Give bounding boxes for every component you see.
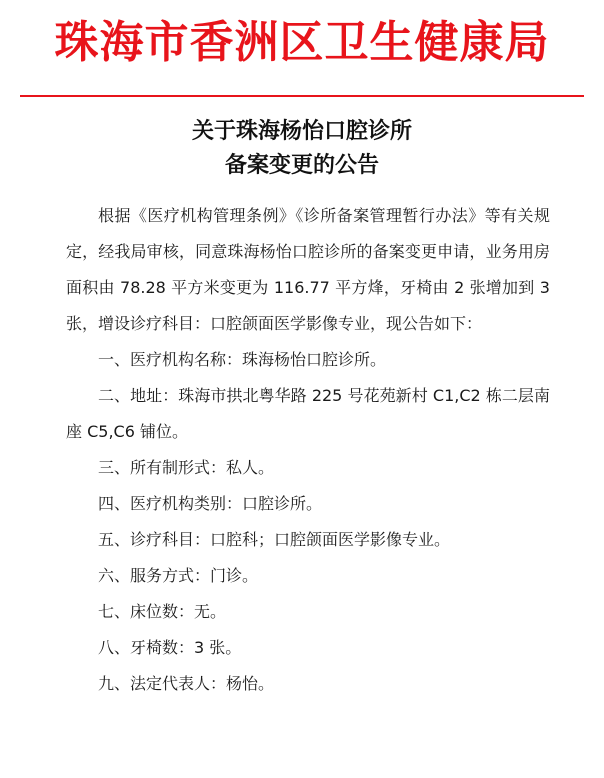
letterhead-red-rule bbox=[20, 95, 584, 97]
notice-title-line1: 关于珠海杨怡口腔诊所 bbox=[191, 118, 412, 144]
notice-item-dental-chairs: 八、牙椅数：3 张。 bbox=[98, 638, 242, 657]
notice-item-legal-rep: 九、法定代表人：杨怡。 bbox=[98, 674, 275, 693]
notice-intro-paragraph: 根据《医疗机构管理条例》《诊所备案管理暂行办法》等有关规定，经我局审核，同意珠海杨怡口腔诊所的备案变更申请，业务用房面积由 78.28 平方米变更为 116.77 平方烽，牙椅由 2 张增加到 3 张，增设诊疗科目：口腔颌面医学影像专业，现公告如下： bbox=[66, 206, 550, 333]
notice-item-departments: 五、诊疗科目：口腔科；口腔颌面医学影像专业。 bbox=[98, 530, 451, 549]
notice-title-line2: 备案变更的公告 bbox=[224, 152, 379, 178]
notice-item-ownership: 三、所有制形式：私人。 bbox=[98, 458, 275, 477]
letterhead-org-name: 珠海市香洲区卫生健康局 bbox=[54, 17, 550, 68]
notice-item-name: 一、医疗机构名称：珠海杨怡口腔诊所。 bbox=[98, 350, 387, 369]
notice-item-category: 四、医疗机构类别：口腔诊所。 bbox=[98, 494, 323, 513]
notice-body bbox=[66, 198, 550, 702]
notice-item-service: 六、服务方式：门诊。 bbox=[98, 566, 259, 585]
notice-item-beds: 七、床位数：无。 bbox=[98, 602, 227, 621]
notice-item-address: 二、地址：珠海市拱北粤华路 225 号花苑新村 C1,C2 栋二层南座 C5,C6 铺位。 bbox=[66, 386, 550, 441]
